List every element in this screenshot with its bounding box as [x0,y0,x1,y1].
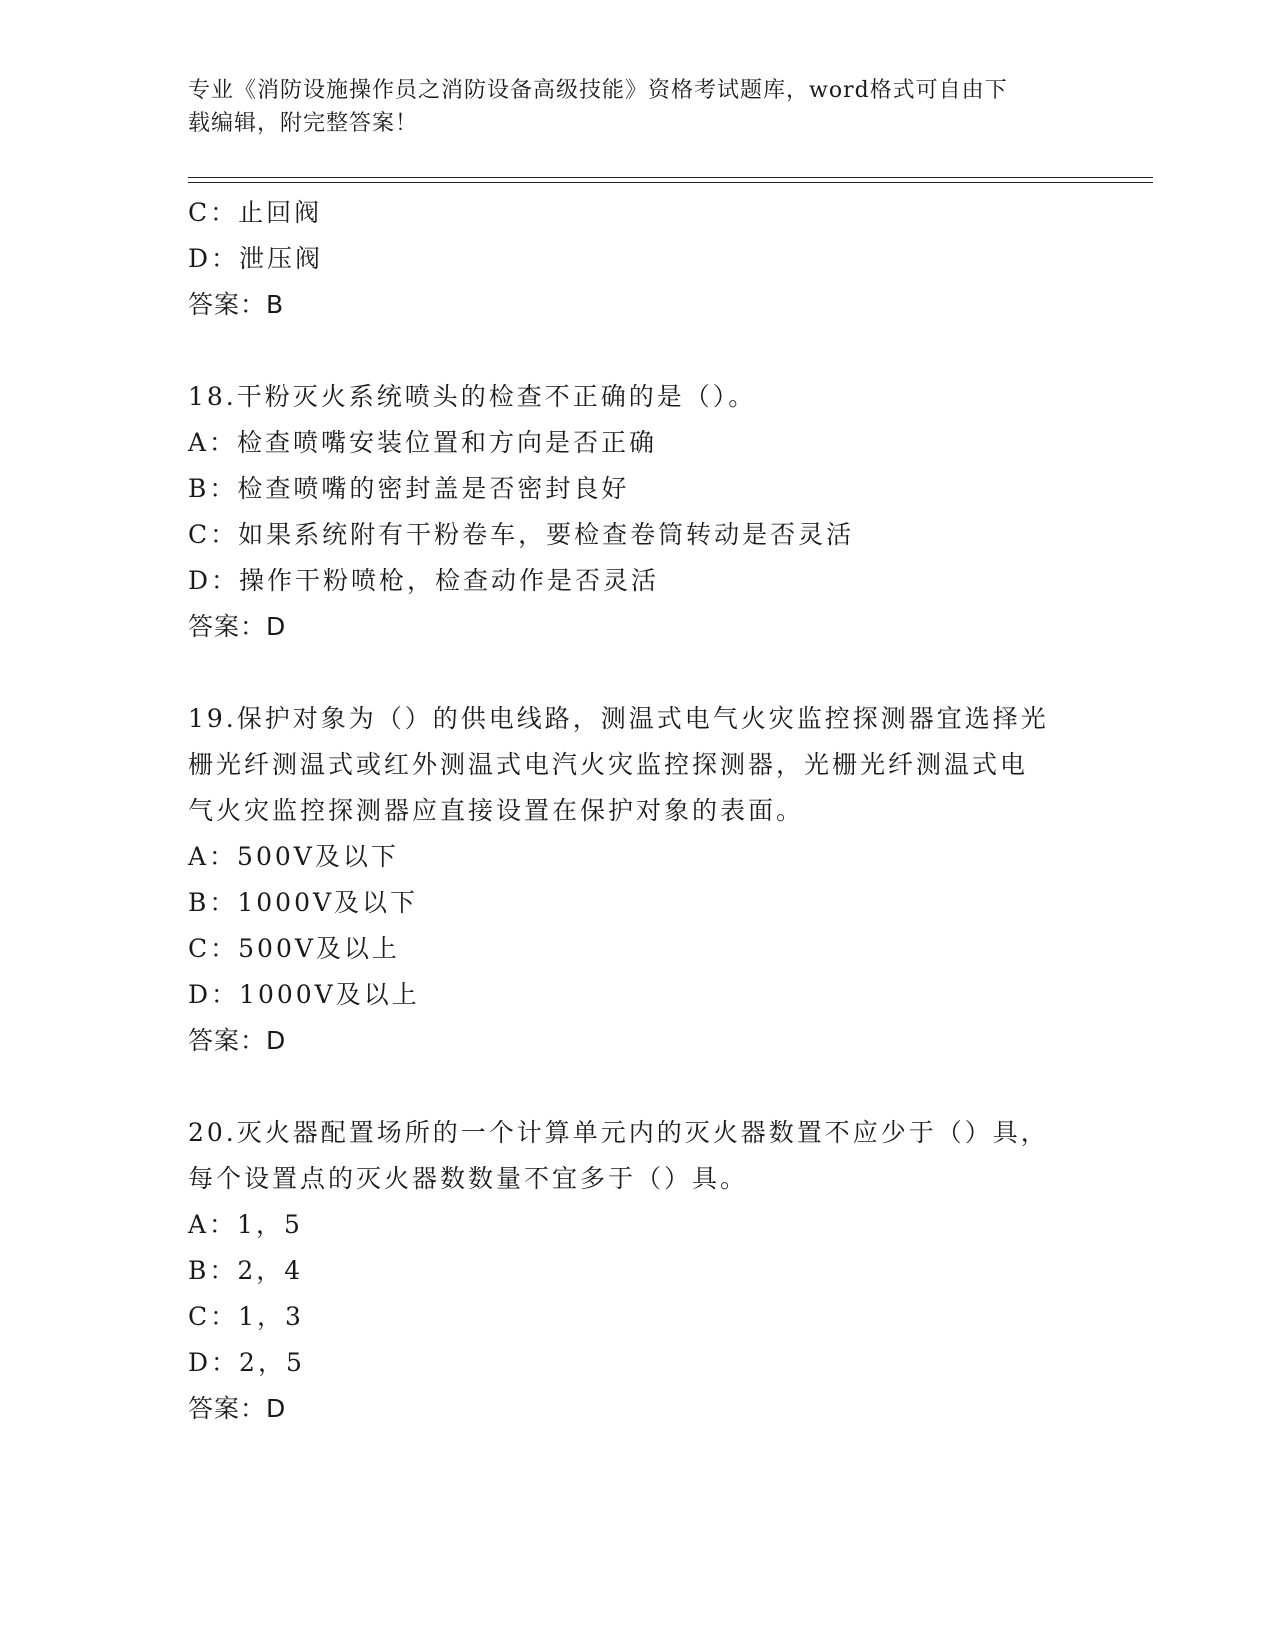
document-header [188,74,1088,140]
option-d: D：1000V及以上 [188,980,420,1009]
option-c: C：1，3 [188,1302,304,1331]
header-divider-bottom [188,182,1153,183]
question-text-line-1: 20.灭火器配置场所的一个计算单元内的灭火器数置不应少于（）具， [188,1118,1049,1147]
question-text-line-2: 栅光纤测温式或红外测温式电汽火灾监控探测器，光栅光纤测温式电 [188,750,1029,779]
option-c: C：500V及以上 [188,934,400,963]
option-c: C：如果系统附有干粉卷车，要检查卷筒转动是否灵活 [188,520,855,549]
option-b: B：2，4 [188,1256,304,1285]
option-d: D：操作干粉喷枪，检查动作是否灵活 [188,566,660,595]
option-b: B：检查喷嘴的密封盖是否密封良好 [188,474,630,503]
answer-line: 答案：D [188,612,287,641]
continued-question [188,190,1088,328]
answer-line: 答案：D [188,1026,287,1055]
option-a: A：1，5 [188,1210,303,1239]
option-d: D：2，5 [188,1348,305,1377]
option-a: A：检查喷嘴安装位置和方向是否正确 [188,428,658,457]
question-19 [188,696,1088,1064]
header-line-2: 载编辑，附完整答案！ [188,111,419,136]
answer-line: 答案：D [188,1394,287,1423]
answer-line: 答案：B [188,290,285,319]
option-b: B：1000V及以下 [188,888,419,917]
option-c: C：止回阀 [188,198,323,227]
question-18 [188,374,1088,650]
header-line-1: 专业《消防设施操作员之消防设备高级技能》资格考试题库，word格式可自由下 [188,78,1008,103]
option-d: D：泄压阀 [188,244,324,273]
document-body [188,190,1088,1432]
question-text-line-1: 19.保护对象为（）的供电线路，测温式电气火灾监控探测器宜选择光 [188,704,1049,733]
header-divider-top [188,177,1153,178]
question-text-line-3: 气火灾监控探测器应直接设置在保护对象的表面。 [188,796,805,825]
question-text-line-2: 每个设置点的灭火器数数量不宜多于（）具。 [188,1164,749,1193]
question-20 [188,1110,1088,1432]
option-a: A：500V及以下 [188,842,399,871]
question-text: 18.干粉灭火系统喷头的检查不正确的是（）。 [188,382,757,411]
